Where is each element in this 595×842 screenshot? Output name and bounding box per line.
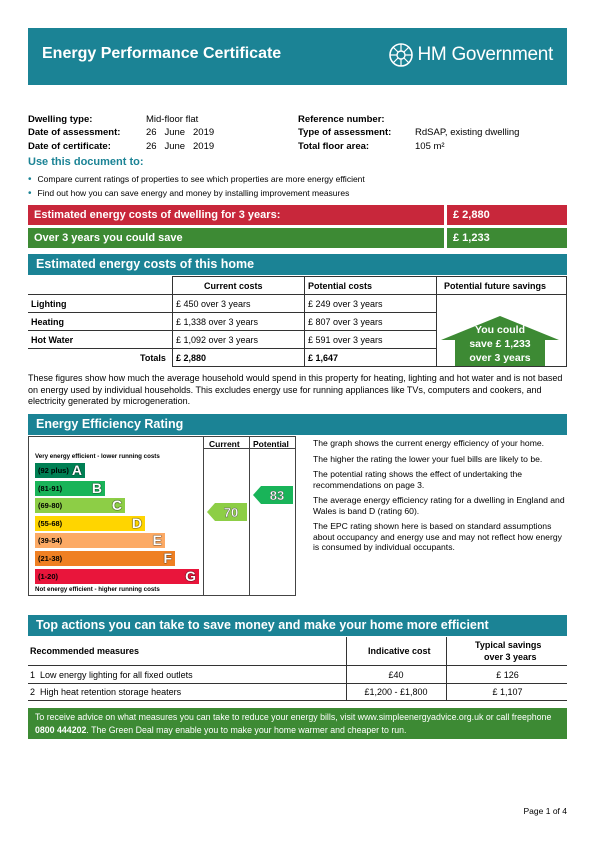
- future-savings-header: Potential future savings: [444, 281, 547, 291]
- table-divider: [304, 276, 305, 367]
- potential-saving-bar: [28, 228, 567, 248]
- current-rating-arrow: [207, 503, 247, 521]
- band-range: (21-38): [38, 554, 63, 563]
- action-saving: £ 1,107: [492, 687, 523, 697]
- chart-divider: [203, 437, 204, 595]
- heating-potential: £ 807 over 3 years: [308, 317, 383, 327]
- advice-banner: [28, 708, 567, 739]
- header-banner: [28, 28, 567, 85]
- totals-potential: £ 1,647: [308, 353, 339, 363]
- current-column-header: Current: [209, 439, 240, 449]
- table-divider: [28, 683, 567, 684]
- current-costs-header: Current costs: [204, 281, 263, 291]
- action-measure: High heat retention storage heaters: [40, 687, 182, 697]
- rating-note: The graph shows the current energy efficiency of your home.: [313, 438, 545, 448]
- table-divider: [346, 637, 347, 701]
- hot-water-potential: £ 591 over 3 years: [308, 335, 383, 345]
- hm-government-logo: [388, 42, 553, 68]
- assessment-date-value: 26 June 2019: [146, 127, 215, 138]
- page-title: Energy Performance Certificate: [42, 45, 282, 62]
- potential-saving-label: Over 3 years you could save: [28, 228, 444, 248]
- estimated-cost-label: Estimated energy costs of dwelling for 3 years:: [28, 205, 444, 225]
- band-range: (69-80): [38, 501, 63, 511]
- band-range: (92 plus): [38, 466, 69, 475]
- rating-note: The EPC rating shown here is based on standard assumptions about occupancy and energy use and may not reflect how energy is consumed by individual occupants.: [313, 521, 562, 552]
- floor-area-label: Total floor area:: [298, 141, 370, 152]
- rating-note: The average energy efficiency rating for a dwelling in England and Wales is band D (rating 60).: [313, 495, 565, 516]
- action-number: 2: [30, 687, 36, 697]
- lighting-potential: £ 249 over 3 years: [308, 299, 383, 309]
- typical-savings-header: Typical savings: [475, 640, 542, 650]
- assessment-type-value: RdSAP, existing dwelling: [415, 127, 520, 138]
- costs-explanation: These figures show how much the average household would spend in this property for heating, lighting and hot water and is not based on energy used by individual households. This excludes energy use for running appliances like TVs, computers and cookers, and electricity generated by microgeneration.: [28, 373, 563, 406]
- current-rating-value: 70: [223, 505, 239, 520]
- rating-band-g: [35, 569, 199, 584]
- band-range: (81-91): [38, 483, 63, 493]
- band-letter: F: [163, 550, 172, 566]
- rating-band-e: [35, 533, 165, 548]
- table-divider: [566, 276, 567, 367]
- dwelling-type-label: Dwelling type:: [28, 114, 93, 125]
- table-divider: [28, 348, 437, 349]
- top-actions-heading: Top actions you can take to save money and make your home more efficient: [28, 615, 567, 636]
- savings-line-2: save £ 1,233: [469, 338, 531, 350]
- table-divider: [172, 276, 567, 277]
- band-range: (39-54): [38, 536, 63, 546]
- advice-text-b: . The Green Deal may enable you to make your home warmer and cheaper to run.: [86, 724, 407, 735]
- rating-band-d: [35, 516, 145, 531]
- band-range: (1-20): [38, 571, 59, 581]
- certificate-date-label: Date of certificate:: [28, 141, 111, 152]
- measures-header: Recommended measures: [30, 646, 140, 656]
- indicative-cost-header: Indicative cost: [368, 646, 431, 656]
- assessment-type-label: Type of assessment:: [298, 127, 392, 138]
- top-efficiency-label: Very energy efficient - lower running costs: [35, 453, 160, 460]
- band-letter: G: [185, 567, 196, 584]
- action-cost: £1,200 - £1,800: [364, 687, 428, 697]
- page-number: Page 1 of 4: [523, 806, 567, 816]
- rating-band-f: [35, 551, 175, 566]
- table-divider: [28, 700, 567, 701]
- table-divider: [446, 637, 447, 701]
- advice-text-a: To receive advice on what measures you can take to reduce your energy bills, visit www.simpleenergyadvice.org.uk or call freephone: [35, 712, 552, 722]
- potential-rating-value: 83: [269, 488, 285, 503]
- hot-water-current: £ 1,092 over 3 years: [176, 335, 259, 345]
- action-number: 1: [30, 670, 36, 680]
- band-letter: A: [71, 462, 82, 478]
- table-divider: [28, 330, 437, 331]
- efficiency-rating-chart: [28, 436, 296, 596]
- action-saving: £ 126: [496, 670, 519, 680]
- top-actions-table: [28, 637, 567, 702]
- totals-label: Totals: [140, 353, 166, 363]
- action-measure: Low energy lighting for all fixed outlets: [40, 670, 193, 680]
- table-divider: [172, 366, 567, 367]
- table-divider: [28, 294, 567, 295]
- heating-label: Heating: [31, 317, 65, 327]
- potential-costs-header: Potential costs: [308, 281, 373, 291]
- potential-saving-value: £ 1,233: [447, 228, 567, 248]
- efficiency-rating-notes: [313, 438, 567, 558]
- crest-icon: [388, 42, 414, 68]
- estimated-cost-bar: [28, 205, 567, 225]
- savings-house-badge: [441, 316, 559, 366]
- table-divider: [28, 312, 437, 313]
- freephone-number: 0800 444202: [35, 724, 87, 735]
- rating-note: The higher the rating the lower your fuel bills are likely to be.: [313, 453, 543, 464]
- hm-government-text: HM Government: [417, 44, 553, 65]
- rating-band-c: [35, 498, 125, 513]
- lighting-label: Lighting: [31, 299, 67, 309]
- list-item: • Find out how you can save energy and money by installing improvement measures: [28, 187, 365, 201]
- estimated-cost-value: £ 2,880: [447, 205, 567, 225]
- band-letter: C: [111, 497, 122, 514]
- potential-column-header: Potential: [253, 439, 289, 449]
- band-letter: B: [91, 479, 102, 496]
- band-letter: D: [131, 514, 142, 531]
- totals-current: £ 2,880: [176, 353, 207, 363]
- band-range: (55-68): [38, 518, 63, 528]
- table-divider: [28, 665, 567, 666]
- chart-divider: [249, 437, 250, 595]
- assessment-date-label: Date of assessment:: [28, 127, 121, 138]
- bottom-efficiency-label: Not energy efficient - higher running costs: [35, 586, 160, 593]
- table-divider: [436, 276, 437, 367]
- heating-current: £ 1,338 over 3 years: [176, 317, 259, 327]
- hot-water-label: Hot Water: [31, 335, 74, 345]
- rating-band-b: [35, 481, 105, 496]
- energy-costs-heading: Estimated energy costs of this home: [28, 254, 567, 275]
- reference-number-label: Reference number:: [298, 114, 385, 125]
- rating-band-a: [35, 463, 85, 478]
- efficiency-rating-heading: Energy Efficiency Rating: [28, 414, 567, 435]
- band-letter: E: [152, 532, 162, 549]
- floor-area-value: 105 m²: [415, 141, 445, 152]
- typical-savings-header-sub: over 3 years: [484, 652, 537, 662]
- savings-line-1: You could: [475, 324, 525, 336]
- use-document-list: [28, 173, 365, 200]
- dwelling-type-value: Mid-floor flat: [146, 114, 199, 125]
- certificate-date-value: 26 June 2019: [146, 141, 215, 152]
- potential-rating-arrow: [253, 486, 293, 504]
- table-divider: [172, 276, 173, 367]
- action-cost: £40: [388, 670, 404, 680]
- lighting-current: £ 450 over 3 years: [176, 299, 251, 309]
- rating-note: The potential rating shows the effect of undertaking the recommendations on page 3.: [313, 469, 523, 490]
- use-document-title: Use this document to:: [28, 156, 144, 168]
- savings-line-3: over 3 years: [469, 352, 531, 364]
- list-item: • Compare current ratings of properties to see which properties are more energy efficient: [28, 173, 365, 187]
